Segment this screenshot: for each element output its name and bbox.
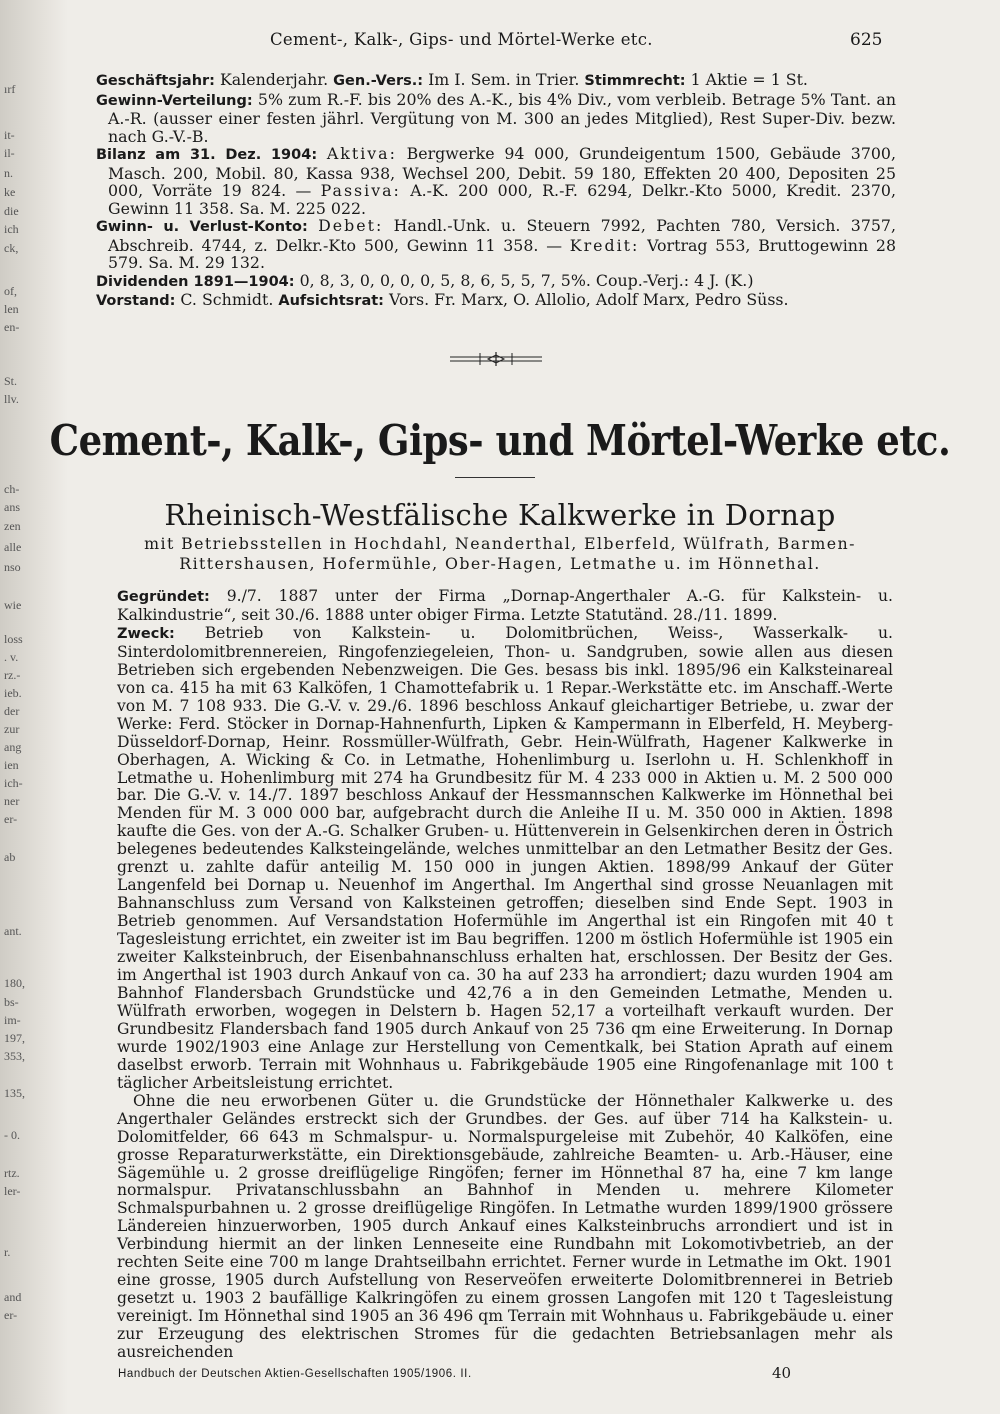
label-zweck: Zweck: <box>117 625 175 642</box>
value-gewinn-verteilung: 5% zum R.-F. bis 20% des A.-K., bis 4% Div., vom verbleib. Betrage 5% Tant. an A.-R. (ausser einer festen jährl. Vergütung von M. 300 an jedes Mitglied), Rest Super-Div. bezw. nach G.-V.-B. <box>108 89 896 146</box>
margin-fragment: ke <box>4 185 16 199</box>
margin-fragment: ans <box>4 500 20 514</box>
margin-fragment: of, <box>4 284 17 298</box>
margin-fragment: llv. <box>4 392 19 406</box>
label-gegruendet: Gegründet: <box>117 589 210 605</box>
margin-fragment: ck, <box>4 241 19 255</box>
margin-fragment: zur <box>4 722 20 736</box>
margin-fragment: ch- <box>4 482 20 496</box>
margin-fragment: nso <box>4 560 21 574</box>
value-geschaeftsjahr: Kalenderjahr. <box>214 70 334 89</box>
margin-fragment: il- <box>4 146 15 160</box>
running-head: Cement-, Kalk-, Gips- und Mörtel-Werke etc. <box>270 30 653 49</box>
label-aufsichtsrat: Aufsichtsrat: <box>278 293 384 309</box>
margin-fragment: it- <box>4 128 15 142</box>
margin-fragment: - 0. <box>4 1128 20 1142</box>
entry-geschaeftsjahr <box>96 71 896 91</box>
margin-fragment: die <box>4 204 19 218</box>
margin-fragment: ich <box>4 222 19 236</box>
value-gegruendet: 9./7. 1887 unter der Firma „Dornap-Angerthaler A.-G. für Kalkstein- u. Kalkindustrie“, seit 30./6. 1888 unter obiger Firma. Letzte Statutänd. 28./11. 1899. <box>117 587 893 624</box>
margin-fragment: ant. <box>4 924 22 938</box>
company-title: Rheinisch-Westfälische Kalkwerke in Dornap <box>164 498 836 532</box>
margin-fragment: er- <box>4 812 18 826</box>
page-number: 625 <box>850 30 883 50</box>
entry-gewinn-verteilung <box>96 91 896 146</box>
margin-fragment: en- <box>4 320 20 334</box>
margin-fragment: er- <box>4 1308 18 1322</box>
value-dividenden: 0, 8, 3, 0, 0, 0, 0, 5, 8, 6, 5, 5, 7, 5%. Coup.-Verj.: 4 J. (K.) <box>294 270 754 290</box>
value-vorstand: C. Schmidt. <box>175 290 279 309</box>
margin-fragment: ırf <box>4 82 16 96</box>
margin-fragment: St. <box>4 374 18 388</box>
previous-company-entry <box>96 71 896 311</box>
label-stimmrecht: Stimmrecht: <box>584 73 686 89</box>
entry-gegruendet <box>117 588 893 625</box>
margin-fragment: len <box>4 302 19 316</box>
ornament-divider-icon <box>450 352 542 366</box>
label-kredit: Kredit: <box>569 235 640 255</box>
margin-fragment: ler- <box>4 1184 21 1198</box>
margin-fragment: ieb. <box>4 686 22 700</box>
label-bilanz: Bilanz am 31. Dez. 1904: <box>96 147 318 163</box>
margin-fragment: rz.- <box>4 668 21 682</box>
value-kredit: Vortrag 553, Bruttogewinn 28 579. Sa. M. 29 132. <box>108 235 897 272</box>
margin-fragment: loss <box>4 632 23 646</box>
section-title: Cement-, Kalk-, Gips- und Mörtel-Werke etc. <box>49 414 951 466</box>
entry-vorstand <box>96 291 896 311</box>
value-stimmrecht: 1 Aktie = 1 St. <box>685 70 808 89</box>
label-dividenden: Dividenden 1891—1904: <box>96 273 295 290</box>
label-gewinn-verteilung: Gewinn-Verteilung: <box>96 92 253 109</box>
margin-fragment: ich- <box>4 776 23 790</box>
company-body <box>117 588 893 1362</box>
company-subtitle: mit Betriebsstellen in Hochdahl, Neanderthal, Elberfeld, Wülfrath, Barmen-Rittershausen, Hofermühle, Ober-Hagen, Letmathe u. im Hönnethal. <box>144 534 856 573</box>
section-rule <box>455 477 535 478</box>
margin-fragment: ang <box>4 740 22 754</box>
entry-bilanz <box>96 145 896 217</box>
label-debet: Debet: <box>318 216 384 235</box>
footer-signature-number: 40 <box>772 1364 792 1382</box>
label-vorstand: Vorstand: <box>96 293 176 309</box>
margin-fragment: 180, <box>4 976 25 990</box>
footer-publication: Handbuch der Deutschen Aktien-Gesellschaften 1905/1906. II. <box>118 1368 472 1380</box>
label-aktiva: Aktiva: <box>326 144 397 163</box>
label-passiva: Passiva: <box>320 181 401 200</box>
label-gen-vers: Gen.-Vers.: <box>333 73 424 89</box>
margin-fragment: der <box>4 704 20 718</box>
margin-fragment: zen <box>4 519 21 533</box>
entry-dividenden <box>96 272 896 292</box>
margin-fragment: ner <box>4 794 20 808</box>
value-zweck: Betrieb von Kalkstein- u. Dolomitbrüchen, Weiss-, Wasserkalk- u. Sinterdolomitbrennereien, Ringofenziegeleien, Thon- u. Sandgruben, sowie allen aus diesen Betrieben sich ergebenden Nebenzweigen. Die Ges. besass bis inkl. 1895/96 ein Kalksteinareal von ca. 415 ha mit 63 Kalköfen, 1 Chamottefabrik u. 1 Repar.-Werkstätte etc. im Anschaff.-Werte von M. 7 108 933. Die G.-V. v. 29./6. 1896 beschloss Ankauf gleichartiger Betriebe, u. zwar der Werke: Ferd. Stöcker in Dornap-Hahnenfurth, Lipken & Kampermann in Elberfeld, H. Meyberg-Düsseldorf-Dornap, Heinr. Rossmüller-Wülfrath, Gebr. Hein-Wülfrath, Hagener Kalkwerke in Oberhagen, A. Wicking & Co. in Letmathe, Hohenlimburg u. Iserlohn u. H. Schlenkhoff in Letmathe u. Hohenlimburg mit 274 ha Grundbesitz für M. 4 233 000 in Aktien u. M. 2 500 000 bar. Die G.-V. v. 14./7. 1897 beschloss Ankauf der Hessmannschen Kalkwerke im Hönnethal bei Menden für M. 3 000 000 bar, aufgebracht durch die Anleihe II u. M. 350 000 in Aktien. 1898 kaufte die Ges. von der A.-G. Schalker Gruben- u. Hüttenverein in Gelsenkirchen deren in Östrich belegenes bedeutendes Kalksteingelände, welches unmittelbar an den Letmather Besitz der Ges. grenzt u. zahlte dafür anteilig M. 150 000 in jungen Aktien. 1898/99 Ankauf der Güter Langenfeld bei Dornap u. Neuenhof im Angerthal. Im Angerthal sind grosse Neuanlagen mit Bahnanschluss zum Versand von Kalksteinen getroffen; dieselben sind Ende Sept. 1903 in Betrieb genommen. Auf Versandstation Hofermühle im Angerthal ist ein Ringofen mit 40 t Tagesleistung errichtet, ein zweiter ist im Bau begriffen. 1200 m östlich Hofermühle ist 1905 ein zweiter Kalksteinbruch, der Eisenbahnanschluss erhalten hat, erschlossen. Der Besitz der Ges. im Angerthal ist 1903 durch Ankauf von ca. 30 ha auf 233 ha arrondiert; dazu wurden 1904 am Bahnhof Flandersbach Grundstücke und 42,76 a in den Gemeinden Letmathe, Menden u. Wülfrath erworben, wogegen in Delstern b. Hagen 52,17 a vorteilhaft verkauft wurden. Der Grundbesitz Flandersbach fand 1905 durch Ankauf von 25 736 qm eine Erweiterung. In Dornap wurde 1902/1903 eine Anlage zur Herstellung von Cementkalk, bei Station Aprath auf einem daselbst erworb. Terrain mit Wohnhaus u. Fabrikgebäude 1905 eine Ringofenanlage mit 100 t täglicher Arbeitsleistung errichtet. <box>117 623 893 1092</box>
margin-fragment: rtz. <box>4 1166 20 1180</box>
margin-fragment: 197, <box>4 1031 25 1045</box>
value-aufsichtsrat: Vors. Fr. Marx, O. Allolio, Adolf Marx, Pedro Süss. <box>383 290 789 309</box>
value-aktiva: Bergwerke 94 000, Grundeigentum 1500, Gebäude 3700, Masch. 200, Mobil. 80, Kassa 938, Wechsel 200, Debit. 59 180, Effekten 20 400, Depositen 25 000, Vorräte 19 824. — <box>108 144 896 200</box>
label-gewinn-verlust: Gwinn- u. Verlust-Konto: <box>96 219 308 235</box>
value-passiva: A.-K. 200 000, R.-F. 6294, Delkr.-Kto 5000, Kredit. 2370, Gewinn 11 358. Sa. M. 225 022. <box>108 181 896 218</box>
entry-gewinn-verlust <box>96 217 896 272</box>
value-gen-vers: Im I. Sem. in Trier. <box>423 70 585 89</box>
margin-fragment: bs- <box>4 995 19 1009</box>
margin-fragment: wie <box>4 598 22 612</box>
entry-zweck <box>117 625 893 1093</box>
margin-fragment: im- <box>4 1013 21 1027</box>
margin-fragment: r. <box>4 1245 11 1259</box>
facing-page-margin <box>0 0 68 1414</box>
paragraph-grundbesitz: Ohne die neu erworbenen Güter u. die Grundstücke der Hönnethaler Kalkwerke u. des Angerthaler Geländes erstreckt sich der Grundbes. der Ges. auf über 714 ha Kalkstein- u. Dolomitfelder, 66 643 m Schmalspur- u. Normalspurgeleise mit Zubehör, 40 Kalköfen, eine grosse Reparaturwerkstätte, ein Direktionsgebäude, zahlreiche Beamten- u. Arb.-Häuser, eine Sägemühle u. 2 grosse dreiflügelige Ringöfen; ferner im Hönnethal 87 ha, eine 7 km lange normalspur. Privatanschlussbahn an Bahnhof in Menden u. mehrere Kilometer Schmalspurbahnen u. 2 grosse dreiflügelige Ringöfen. In Letmathe wurden 1899/1900 grössere Ländereien hinzuerworben, 1905 durch Ankauf eines Kalksteinbruchs arrondiert und ist in Verbindung hiermit an der linken Lenneseite eine Rundbahn mit Lokomotivbetrieb, an der rechten Seite eine 700 m lange Drahtseilbahn errichtet. Ferner wurde in Letmathe im Okt. 1901 eine grosse, 1905 durch Aufstellung von Reserveöfen erweiterte Dolomitbrennerei in Betrieb gesetzt u. 1903 2 baufällige Kalkringöfen zu einem grossen Langofen mit 120 t Tagesleistung vereinigt. Im Hönnethal sind 1905 an 36 496 qm Terrain mit Wohnhaus u. Fabrikgebäude u. einer zur Erzeugung des elektrischen Stromes für die gedachten Betriebsanlagen mehr als ausreichenden <box>117 1091 893 1362</box>
margin-fragment: ab <box>4 850 16 864</box>
margin-fragment: 135, <box>4 1086 25 1100</box>
margin-fragment: 353, <box>4 1049 25 1063</box>
margin-fragment: alle <box>4 540 22 554</box>
value-debet: Handl.-Unk. u. Steuern 7992, Pachten 780, Versich. 3757, Abschreib. 4744, z. Delkr.-Kto 500, Gewinn 11 358. — <box>108 216 896 255</box>
margin-fragment: ien <box>4 758 19 772</box>
label-geschaeftsjahr: Geschäftsjahr: <box>96 73 215 89</box>
margin-fragment: . v. <box>4 650 19 664</box>
margin-fragment: n. <box>4 166 13 180</box>
margin-fragment: and <box>4 1290 22 1304</box>
